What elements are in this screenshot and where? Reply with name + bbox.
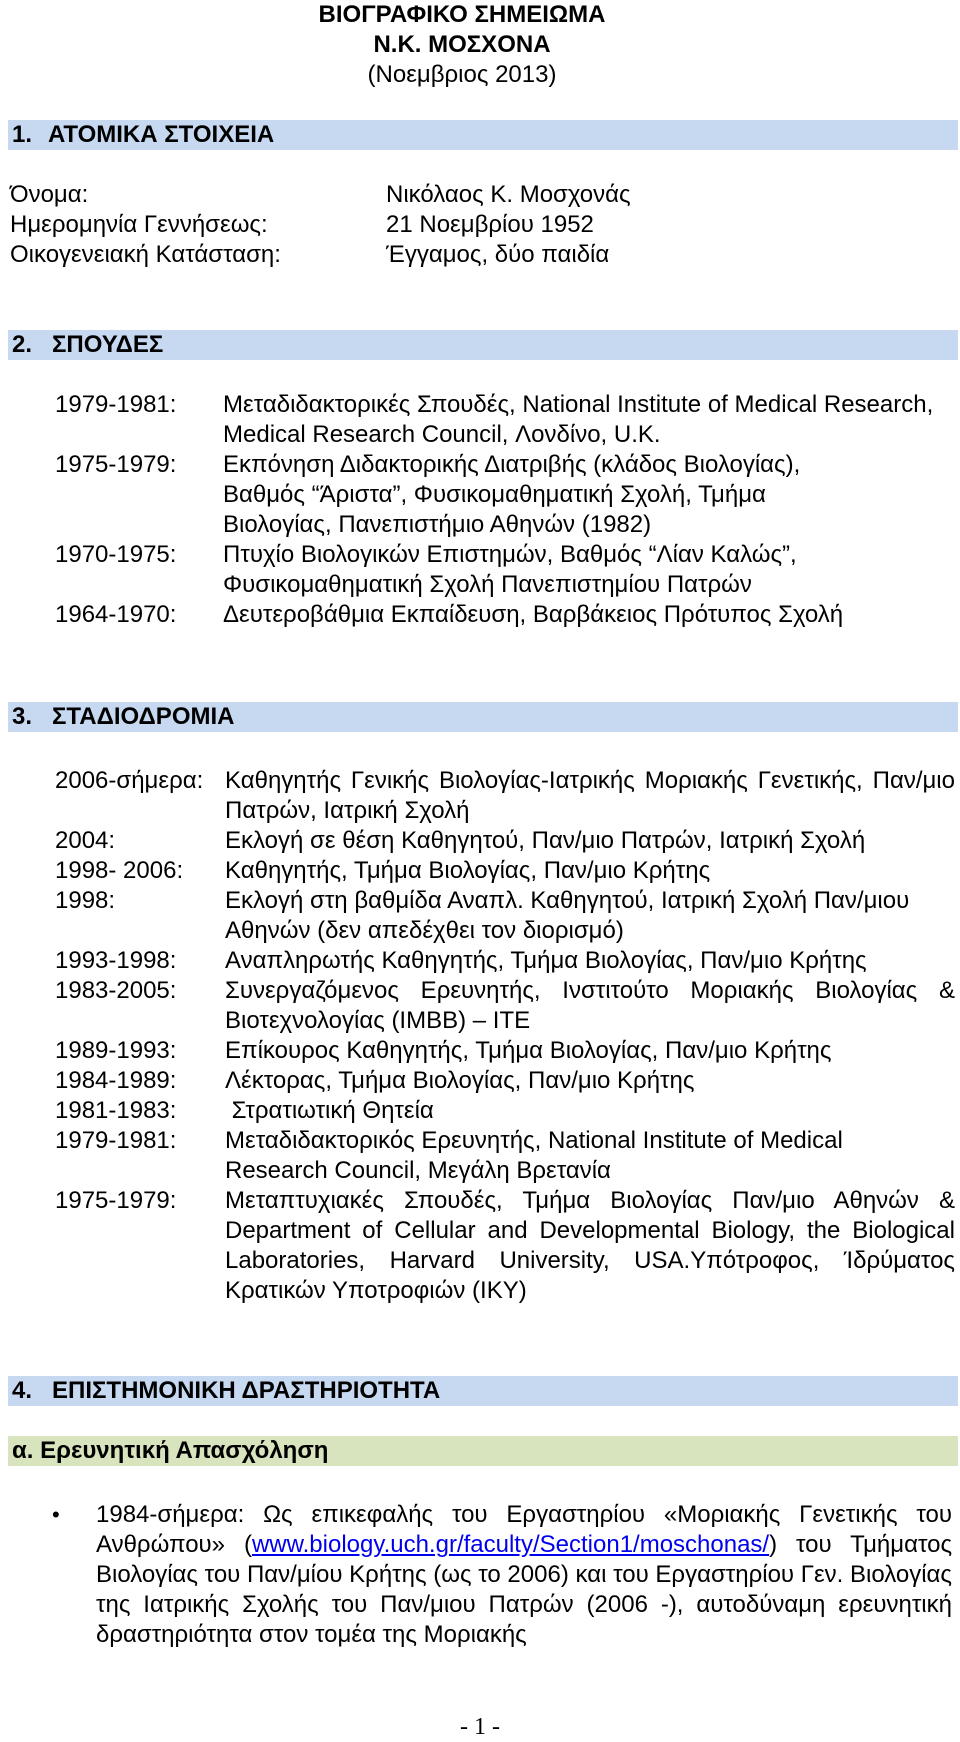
entry-dates: 1998- 2006: (55, 857, 184, 884)
section-3-title: ΣΤΑΔΙΟΔΡΟΜΙΑ (52, 703, 235, 730)
section-4-number: 4. (12, 1377, 33, 1404)
bullet-text (96, 1500, 952, 1650)
personal-label: Ημερομηνία Γεννήσεως: (10, 211, 268, 238)
entry-dates: 1979-1981: (55, 391, 177, 418)
entry-dates: 1975-1979: (55, 1187, 177, 1214)
entry-text: Μεταπτυχιακές Σπουδές, Τμήμα Βιολογίας Παν/μιο Αθηνών & Department of Cellular and Developmental Biology, the Biological Laboratories, Harvard University, USA.Υπότροφος, Ίδρύματος Κρατικών Υποτροφιών (ΙΚΥ) (225, 1187, 955, 1304)
entry-text: Εκπόνηση Διδακτορικής Διατριβής (κλάδος Βιολογίας), Βαθμός “Άριστα”, Φυσικομαθηματική Σχολή, Τμήμα Βιολογίας, Πανεπιστήμιο Αθηνών (1982) (223, 451, 801, 538)
entry-text: Πτυχίο Βιολογικών Επιστημών, Βαθμός “Λίαν Καλώς”, Φυσικομαθηματική Σχολή Πανεπιστημίου Πατρών (223, 541, 797, 598)
section-2-title: ΣΠΟΥΔΕΣ (52, 331, 164, 358)
section-1-title: ΑΤΟΜΙΚΑ ΣΤΟΙΧΕΙΑ (48, 121, 275, 148)
entry-dates: 2004: (55, 827, 116, 854)
personal-value: 21 Νοεμβρίου 1952 (386, 211, 594, 238)
personal-value: Νικόλαος Κ. Μοσχονάς (386, 181, 631, 208)
subsection-title: α. Ερευνητική Απασχόληση (12, 1437, 329, 1464)
entry-dates: 1981-1983: (55, 1097, 177, 1124)
bullet-icon: • (52, 1502, 60, 1527)
document-name: Ν.Κ. ΜΟΣΧΟΝΑ (373, 31, 551, 58)
entry-text: Εκλογή στη βαθμίδα Αναπλ. Καθηγητού, Ιατρική Σχολή Παν/μιου Αθηνών (δεν απεδέχθει τον διορισμό) (225, 887, 910, 944)
section-1-bar (8, 120, 958, 150)
page-number: - 1 - (460, 1714, 500, 1740)
section-4-title: ΕΠΙΣΤΗΜΟΝΙΚΗ ΔΡΑΣΤΗΡΙΟΤΗΤΑ (52, 1377, 441, 1404)
document-title: ΒΙΟΓΡΑΦΙΚΟ ΣΗΜΕΙΩΜΑ (318, 1, 606, 28)
personal-row (10, 240, 910, 270)
personal-value: Έγγαμος, δύο παιδία (386, 241, 610, 268)
section-2-bar (8, 330, 958, 360)
personal-label: Οικογενειακή Κατάσταση: (10, 241, 281, 268)
section-3-bar (8, 702, 958, 732)
entry-dates: 1993-1998: (55, 947, 177, 974)
entry-text: Λέκτορας, Τμήμα Βιολογίας, Παν/μιο Κρήτης (225, 1067, 695, 1094)
entry-dates: 2006-σήμερα: (55, 767, 204, 794)
entry-text: Εκλογή σε θέση Καθηγητού, Παν/μιο Πατρών, Ιατρική Σχολή (225, 827, 866, 854)
entry-dates: 1998: (55, 887, 116, 914)
entry-text: Μεταδιδακτορικές Σπουδές, National Institute of Medical Research, Medical Research Council, Λονδίνο, U.K. (223, 391, 934, 448)
faculty-link[interactable]: www.biology.uch.gr/faculty/Section1/moschonas/ (251, 1531, 770, 1558)
section-2-number: 2. (12, 331, 33, 358)
personal-row (10, 180, 910, 210)
personal-label: Όνομα: (10, 181, 89, 208)
entry-dates: 1984-1989: (55, 1067, 177, 1094)
entry-text: Καθηγητής Γενικής Βιολογίας-Ιατρικής Μοριακής Γενετικής, Παν/μιο Πατρών, Ιατρική Σχολή (225, 767, 955, 824)
subsection-bar (8, 1436, 958, 1466)
entry-text: Επίκουρος Καθηγητής, Τμήμα Βιολογίας, Παν/μιο Κρήτης (225, 1037, 832, 1064)
entry-text: Συνεργαζόμενος Ερευνητής, Ινστιτούτο Μοριακής Βιολογίας & Βιοτεχνολογίας (ΙΜΒΒ) – ΙΤΕ (225, 977, 955, 1034)
bullet-text-before: 1984-σήμερα: Ως επικεφαλής του Εργαστηρίου «Μοριακής Γενετικής του Ανθρώπου» ( (96, 1501, 952, 1558)
bullet-text-after: ) του Τμήματος Βιολογίας του Παν/μίου Κρήτης (ως το 2006) και του Εργαστηρίου Γεν. Βιολογίας της Ιατρικής Σχολής του Παν/μιου Πατρών (2006 -), αυτοδύναμη ερευνητική δραστηριότητα στον τομέα της Μοριακής (96, 1531, 953, 1648)
entry-dates: 1964-1970: (55, 601, 177, 628)
section-1-number: 1. (12, 121, 33, 148)
entry-text: Αναπληρωτής Καθηγητής, Τμήμα Βιολογίας, Παν/μιο Κρήτης (225, 947, 867, 974)
entry-dates: 1979-1981: (55, 1127, 177, 1154)
section-4-bar (8, 1376, 958, 1406)
document-date: (Νοεμβριος 2013) (367, 61, 557, 88)
section-3-number: 3. (12, 703, 33, 730)
entry-dates: 1983-2005: (55, 977, 177, 1004)
entry-dates: 1975-1979: (55, 451, 177, 478)
entry-text: Μεταδιδακτορικός Ερευνητής, National Institute of Medical Research Council, Μεγάλη Βρετανία (225, 1127, 843, 1184)
entry-text: Καθηγητής, Τμήμα Βιολογίας, Παν/μιο Κρήτης (225, 857, 711, 884)
personal-row (10, 210, 910, 240)
research-bullet (0, 1500, 960, 1650)
entry-text: Δευτεροβάθμια Εκπαίδευση, Βαρβάκειος Πρότυπος Σχολή (223, 601, 844, 628)
entry-dates: 1989-1993: (55, 1037, 177, 1064)
entry-dates: 1970-1975: (55, 541, 177, 568)
entry-text: Στρατιωτική Θητεία (225, 1097, 434, 1124)
